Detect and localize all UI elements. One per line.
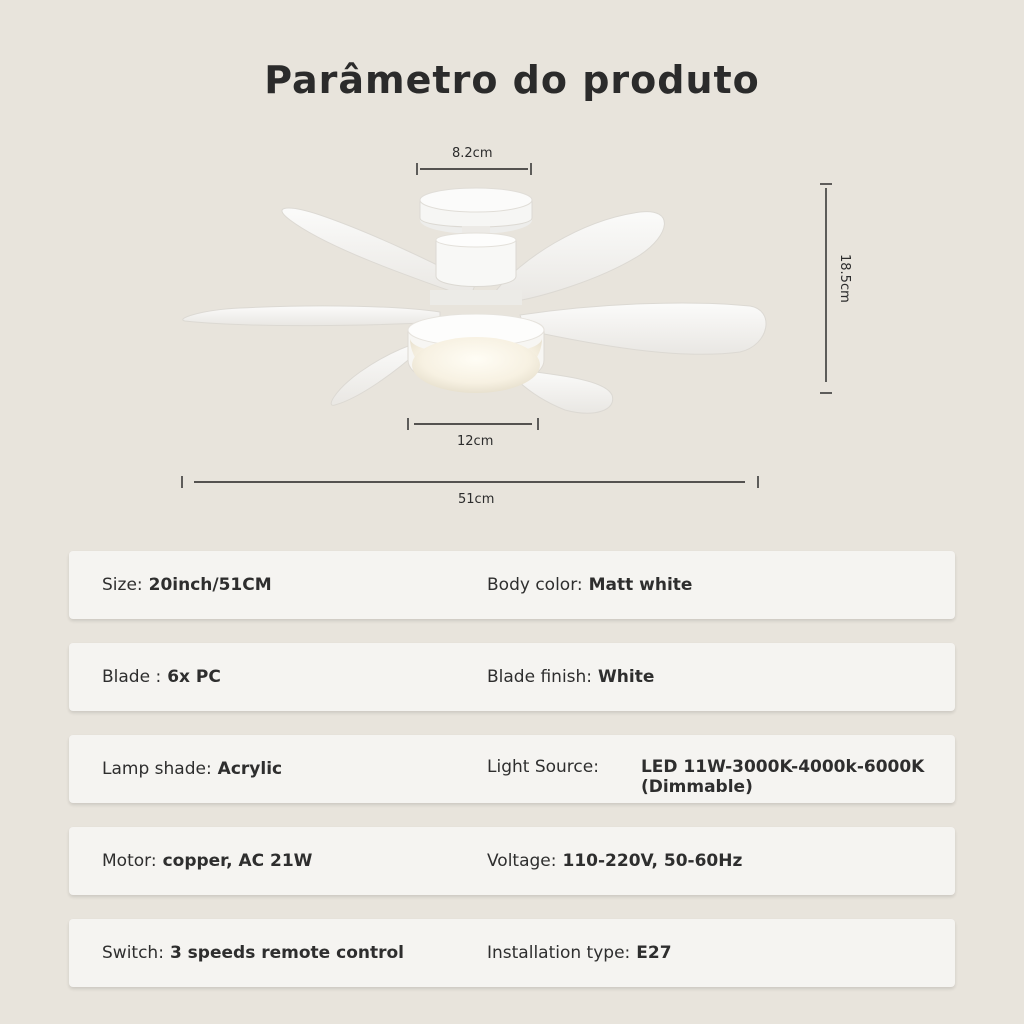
spec-light-source bbox=[487, 735, 931, 803]
spec-row-switch bbox=[69, 919, 955, 987]
spec-switch bbox=[102, 919, 404, 987]
spec-label: Blade : bbox=[102, 667, 162, 687]
spec-value: Matt white bbox=[588, 575, 693, 595]
spec-installation-type bbox=[487, 919, 672, 987]
spec-value: E27 bbox=[636, 943, 672, 963]
spec-label: Installation type: bbox=[487, 943, 631, 963]
spec-label: Size: bbox=[102, 575, 143, 595]
spec-size bbox=[102, 551, 272, 619]
spec-motor bbox=[102, 827, 312, 895]
spec-label: Body color: bbox=[487, 575, 583, 595]
spec-voltage bbox=[487, 827, 742, 895]
spec-value: 20inch/51CM bbox=[148, 575, 272, 595]
spec-value: LED 11W-3000K-4000k-6000K (Dimmable) bbox=[640, 757, 925, 797]
spec-label: Voltage: bbox=[487, 851, 557, 871]
spec-blade-finish bbox=[487, 643, 654, 711]
spec-row-blade bbox=[69, 643, 955, 711]
spec-blade bbox=[102, 643, 221, 711]
spec-row-size bbox=[69, 551, 955, 619]
spec-body-color bbox=[487, 551, 692, 619]
spec-lamp-shade bbox=[102, 735, 282, 803]
spec-value: 110-220V, 50-60Hz bbox=[562, 851, 743, 871]
spec-value: 6x PC bbox=[167, 667, 221, 687]
spec-label: Light Source: bbox=[487, 757, 599, 777]
spec-value: copper, AC 21W bbox=[162, 851, 313, 871]
spec-label: Blade finish: bbox=[487, 667, 593, 687]
spec-value: 3 speeds remote control bbox=[169, 943, 404, 963]
dimension-lamp-width: 12cm bbox=[457, 434, 494, 449]
spec-row-lamp bbox=[69, 735, 955, 803]
dimension-base-width: 8.2cm bbox=[452, 146, 493, 161]
spec-label: Lamp shade: bbox=[102, 759, 212, 779]
spec-label: Motor: bbox=[102, 851, 157, 871]
spec-value: Acrylic bbox=[217, 759, 283, 779]
page-title: Parâmetro do produto bbox=[264, 58, 760, 102]
spec-row-motor bbox=[69, 827, 955, 895]
spec-label: Switch: bbox=[102, 943, 164, 963]
lamp-housing bbox=[408, 314, 544, 393]
dimension-total-span: 51cm bbox=[458, 492, 495, 507]
dimension-height: 18.5cm bbox=[837, 254, 852, 303]
spec-value: White bbox=[598, 667, 655, 687]
